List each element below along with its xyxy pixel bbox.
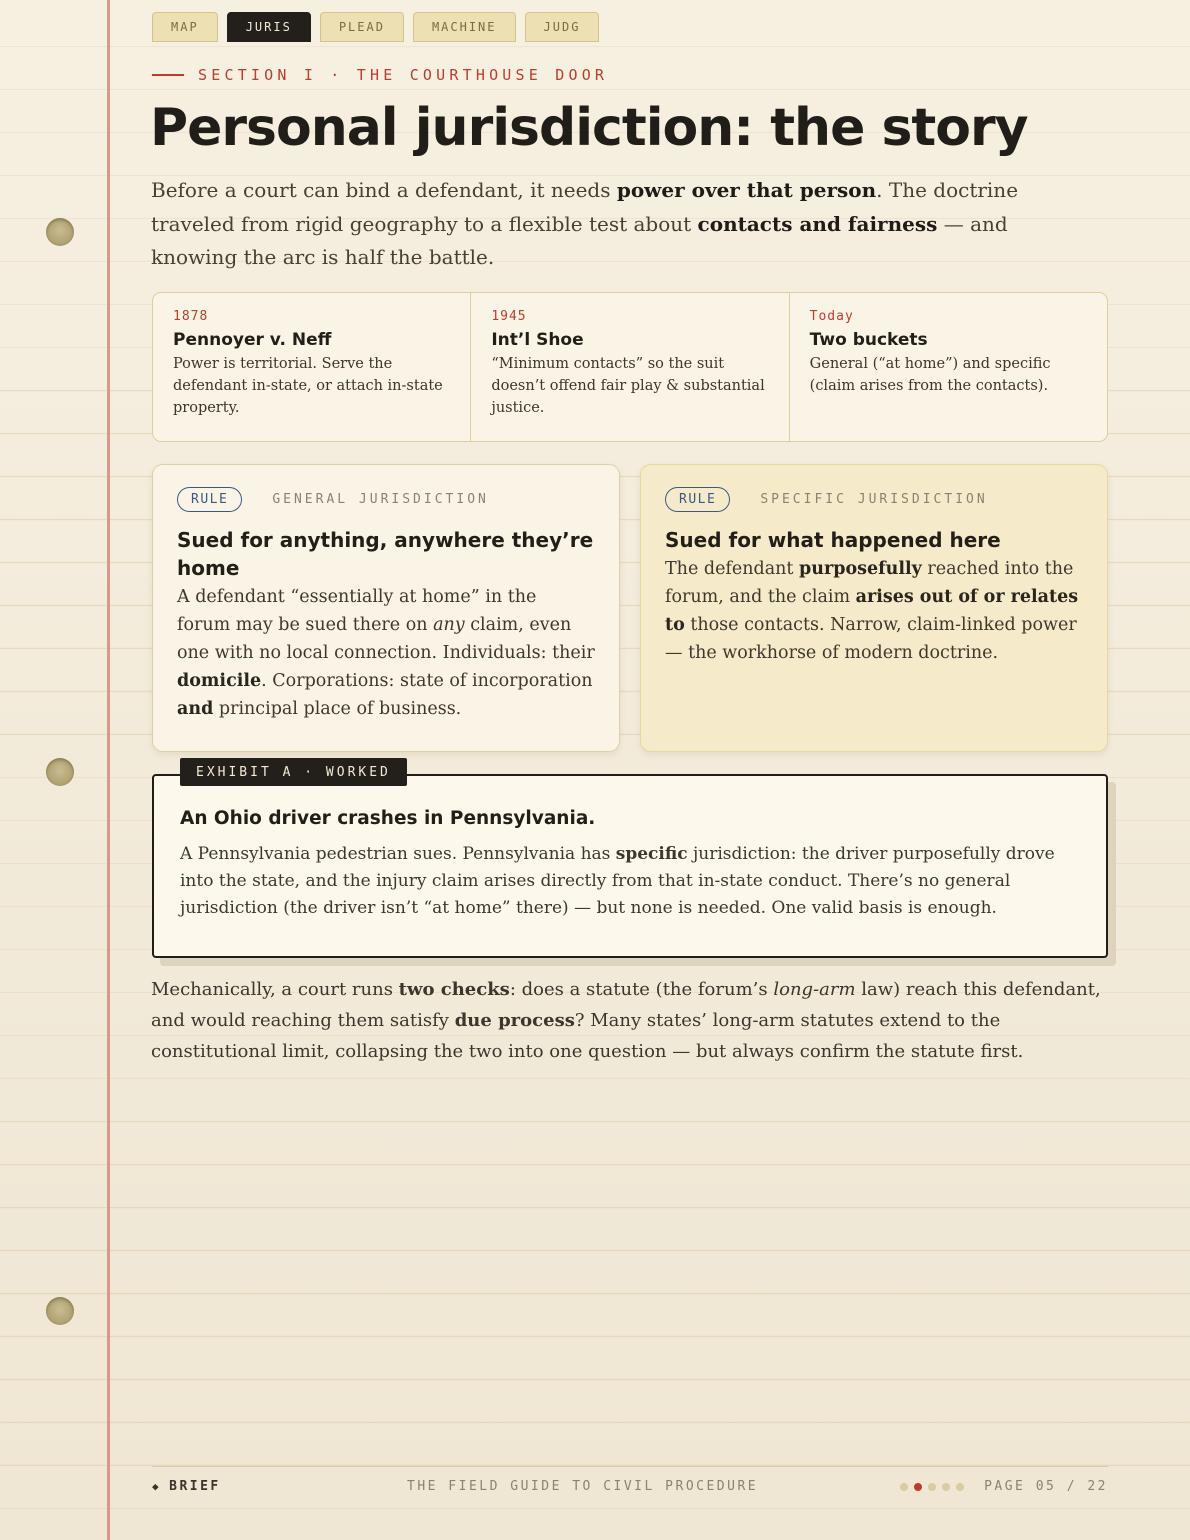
- tab-juris[interactable]: JURIS: [227, 12, 311, 42]
- timeline-entry: [153, 293, 470, 441]
- card-text: principal place of business.: [213, 699, 462, 719]
- card-text: reached into the forum, and the claim: [665, 559, 1074, 607]
- page-footer: [152, 1466, 1108, 1494]
- lede-text: Before a court can bind a defendant, it needs: [151, 178, 617, 202]
- example-title: An Ohio driver crashes in Pennsylvania.: [180, 808, 596, 829]
- timeline-year: 1878: [173, 309, 209, 324]
- closing-text: ? Many states’ long-arm statutes extend to the constitutional limit, collapsing the two into one question — but always confirm the statute first.: [151, 1010, 1024, 1062]
- specific-jurisdiction-card: [640, 464, 1108, 752]
- binder-hole: [46, 218, 74, 246]
- timeline-year: Today: [809, 309, 854, 324]
- section-kicker: [152, 66, 608, 84]
- brand-label: BRIEF: [169, 1479, 221, 1494]
- margin-line: [107, 0, 110, 1540]
- example-text: A Pennsylvania pedestrian sues. Pennsylvania has: [180, 844, 616, 864]
- lede-emphasis: contacts and fairness: [697, 211, 938, 236]
- lede-text: — and knowing the arc is half the battle.: [151, 211, 1008, 269]
- tab-plead[interactable]: PLEAD: [320, 12, 404, 42]
- exhibit-tag: EXHIBIT A · WORKED: [180, 758, 407, 786]
- lede-paragraph: [151, 174, 1051, 275]
- card-emphasis: domicile: [177, 671, 262, 691]
- footer-title: THE FIELD GUIDE TO CIVIL PROCEDURE: [407, 1479, 759, 1494]
- card-text: . Corporations: state of incorporation: [261, 671, 593, 691]
- closing-text: law) reach this defendant, and would reaching them satisfy: [151, 979, 1101, 1031]
- tab-map[interactable]: MAP: [152, 12, 218, 42]
- card-italic: any: [433, 615, 465, 635]
- section-tabs: [152, 12, 599, 42]
- rule-badge: RULE: [177, 487, 242, 512]
- timeline-text: General (“at home”) and specific (claim arises from the contacts).: [809, 356, 1051, 394]
- card-text: The defendant: [665, 559, 800, 579]
- example-emphasis: specific: [615, 844, 688, 864]
- page-dot[interactable]: [956, 1483, 964, 1491]
- page-dots: [900, 1483, 964, 1491]
- card-header: [177, 487, 595, 512]
- diamond-icon: ◆: [152, 1480, 162, 1493]
- card-emphasis: and: [177, 699, 214, 719]
- timeline-entry: [470, 293, 788, 441]
- lede-text: . The doctrine traveled from rigid geography to a flexible test about: [151, 178, 1019, 236]
- page-dot[interactable]: [928, 1483, 936, 1491]
- binder-hole: [46, 758, 74, 786]
- timeline-title: Pennoyer v. Neff: [173, 330, 332, 350]
- page-title: Personal jurisdiction: the story: [150, 98, 1028, 158]
- tab-judg[interactable]: JUDG: [525, 12, 600, 42]
- footer-pagination: [900, 1479, 1108, 1494]
- lede-emphasis: power over that person: [616, 178, 877, 202]
- example-body: [180, 841, 1080, 922]
- rule-badge: RULE: [665, 487, 730, 512]
- closing-text: : does a statute (the forum’s: [509, 979, 774, 1000]
- card-title: Sued for anything, anywhere they’re home: [177, 528, 594, 580]
- history-timeline: [152, 292, 1108, 442]
- card-header: [665, 487, 1083, 512]
- card-emphasis: purposefully: [799, 559, 922, 579]
- example-text: jurisdiction: the driver purposefully drove into the state, and the injury claim arises directly from that in-state conduct. There’s no general jurisdiction (the driver isn’t “at home” there) — but none is needed. One valid basis is enough.: [180, 844, 1055, 918]
- worked-example-box: [152, 774, 1108, 958]
- card-body: [665, 555, 1083, 667]
- card-emphasis: arises out of or relates to: [665, 587, 1079, 635]
- page-dot[interactable]: [942, 1483, 950, 1491]
- card-title: Sued for what happened here: [665, 528, 1001, 552]
- general-jurisdiction-card: [152, 464, 620, 752]
- timeline-text: Power is territorial. Serve the defendant in-state, or attach in-state property.: [173, 356, 443, 416]
- closing-paragraph: [151, 974, 1111, 1067]
- closing-emphasis: two checks: [398, 979, 510, 1000]
- timeline-title: Two buckets: [809, 330, 928, 350]
- section-label: SECTION I · THE COURTHOUSE DOOR: [198, 66, 609, 84]
- page-dot[interactable]: [914, 1483, 922, 1491]
- card-text: A defendant “essentially at home” in the forum may be sued there on: [177, 587, 537, 635]
- page-dot[interactable]: [900, 1483, 908, 1491]
- closing-text: Mechanically, a court runs: [151, 979, 399, 1000]
- footer-brand: [152, 1479, 221, 1494]
- closing-italic: long-arm: [773, 979, 856, 1000]
- card-text: those contacts. Narrow, claim-linked power — the workhorse of modern doctrine.: [665, 615, 1077, 663]
- card-label: GENERAL JURISDICTION: [272, 492, 489, 507]
- binder-hole: [46, 1297, 74, 1325]
- timeline-title: Int’l Shoe: [491, 330, 584, 350]
- closing-emphasis: due process: [454, 1010, 575, 1031]
- card-label: SPECIFIC JURISDICTION: [760, 492, 988, 507]
- timeline-text: “Minimum contacts” so the suit doesn’t offend fair play & substantial justice.: [491, 356, 765, 416]
- page-number: PAGE 05 / 22: [984, 1479, 1108, 1494]
- card-text: claim, even one with no local connection. Individuals: their: [177, 615, 595, 663]
- kicker-dash-icon: [152, 74, 184, 76]
- timeline-entry: [789, 293, 1107, 441]
- timeline-year: 1945: [491, 309, 527, 324]
- tab-machine[interactable]: MACHINE: [413, 12, 516, 42]
- card-body: [177, 583, 595, 723]
